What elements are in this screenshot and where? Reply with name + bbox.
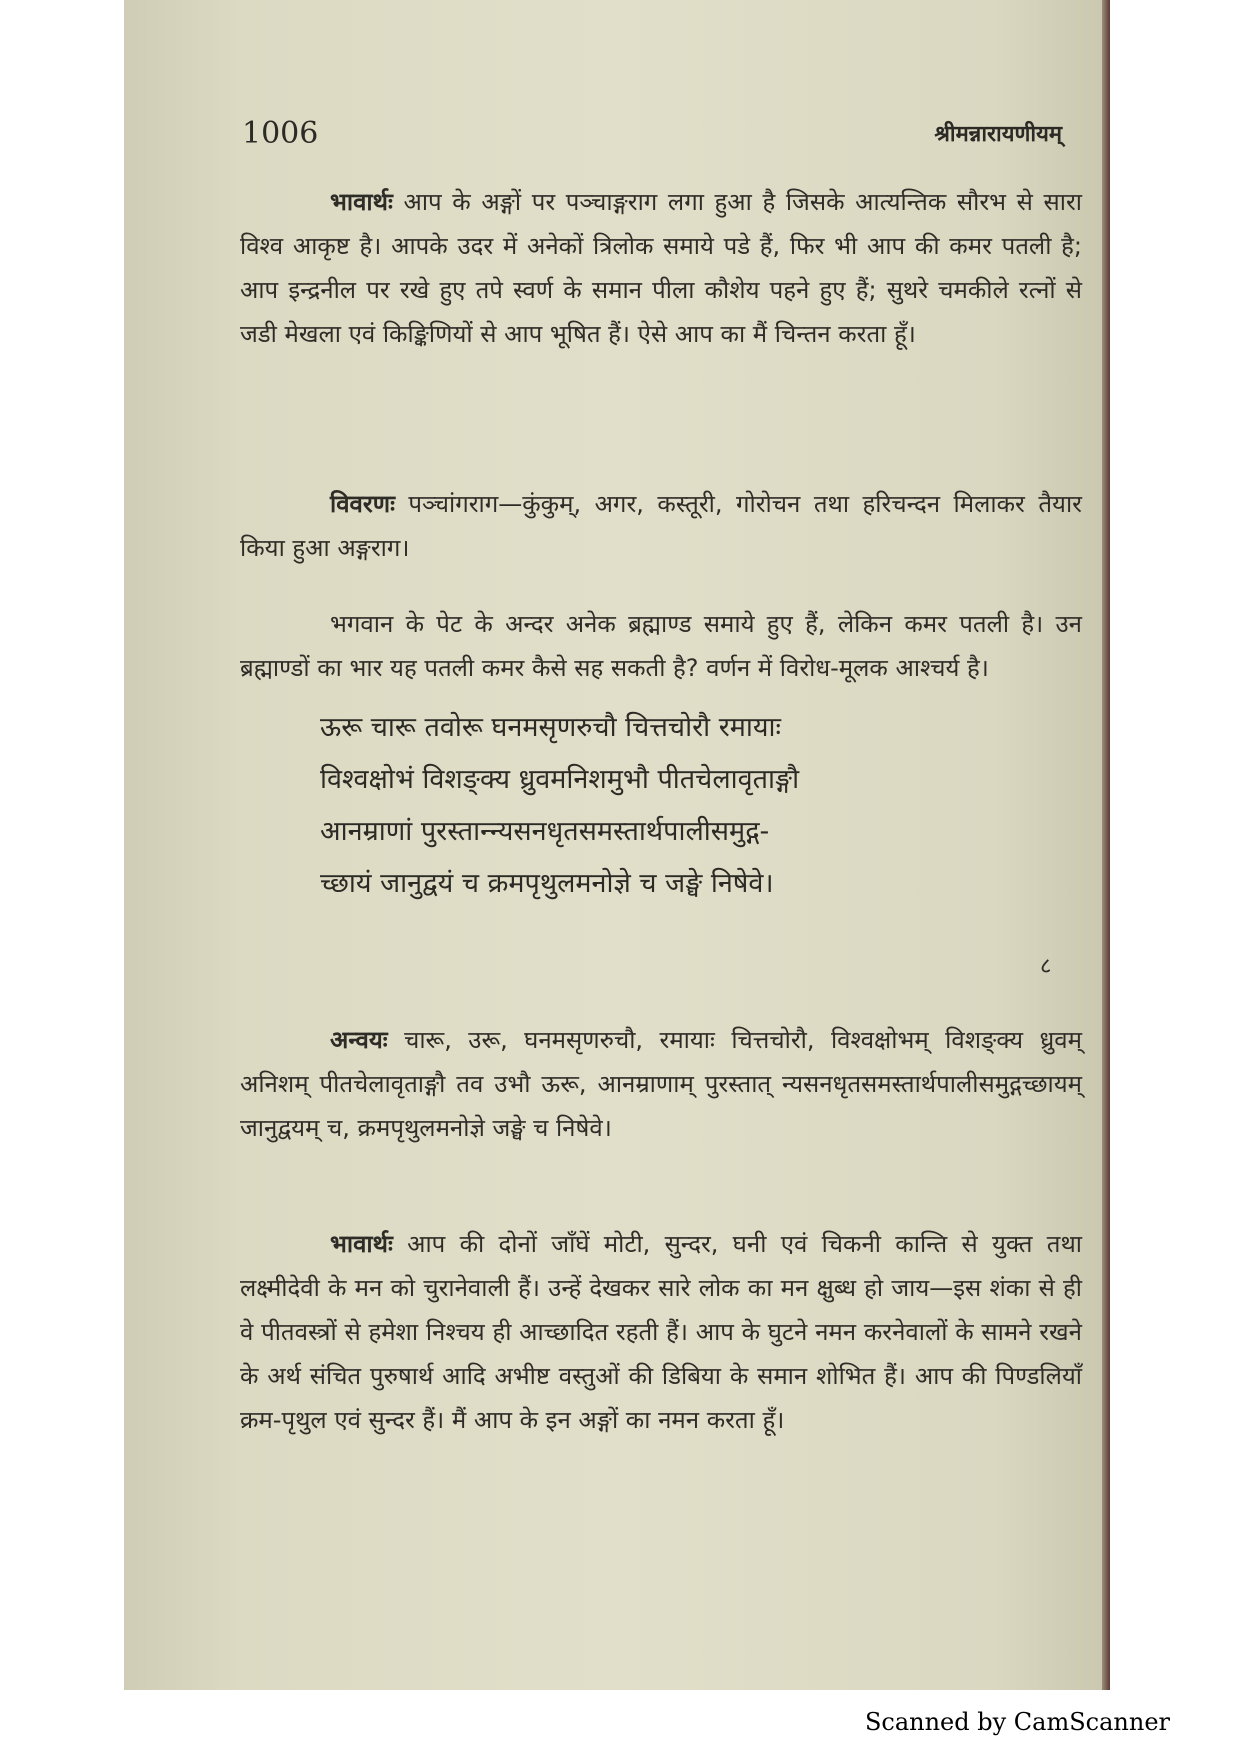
- paragraph-label: अन्वयः: [330, 1026, 388, 1054]
- paragraph-text: पञ्चांगराग—कुंकुम्, अगर, कस्तूरी, गोरोचन तथा हरिचन्दन मिलाकर तैयार किया हुआ अङ्गराग।: [240, 490, 1082, 562]
- camscanner-watermark: Scanned by CamScanner: [864, 1708, 1170, 1736]
- paragraph-text: आप के अङ्गों पर पञ्चाङ्गराग लगा हुआ है जिसके आत्यन्तिक सौरभ से सारा विश्व आकृष्ट है। आपके उदर में अनेकों त्रिलोक समाये पडे हैं, फिर भी आप की कमर पतली है; आप इन्द्रनील पर रखे हुए तपे स्वर्ण के समान पीला कौशेय पहने हुए हैं; सुथरे चमकीले रत्नों से जडी मेखला एवं किङ्किणियों से आप भूषित हैं। ऐसे आप का मैं चिन्तन करता हूँ।: [240, 188, 1082, 348]
- page-number: 1006: [242, 116, 319, 151]
- running-title: श्रीमन्नारायणीयम्: [934, 122, 1062, 147]
- verse-line: आनम्राणां पुरस्तान्न्यसनधृतसमस्तार्थपालीसमुद्ग-: [320, 816, 770, 847]
- bhavartha-paragraph-2: [240, 1222, 1082, 1442]
- paragraph-text: आप की दोनों जाँघें मोटी, सुन्दर, घनी एवं चिकनी कान्ति से युक्त तथा लक्ष्मीदेवी के मन को चुरानेवाली हैं। उन्हें देखकर सारे लोक का मन क्षुब्ध हो जाय—इस शंका से ही वे पीतवस्त्रों से हमेशा निश्चय ही आच्छादित रहती हैं। आप के घुटने नमन करनेवालों के सामने रखने के अर्थ संचित पुरुषार्थ आदि अभीष्ट वस्तुओं की डिबिया के समान शोभित हैं। आप की पिण्डलियाँ क्रम-पृथुल एवं सुन्दर हैं। मैं आप के इन अङ्गों का नमन करता हूँ।: [240, 1230, 1082, 1434]
- verse-line: विश्वक्षोभं विशङ्क्य ध्रुवमनिशमुभौ पीतचेलावृताङ्गौ: [320, 764, 800, 795]
- anvaya-paragraph: [240, 1018, 1082, 1150]
- verse-line: च्छायं जानुद्वयं च क्रमपृथुलमनोज्ञे च जङ्घे निषेवे।: [320, 868, 774, 899]
- verse-number: ८: [1040, 954, 1052, 979]
- paragraph-text: भगवान के पेट के अन्दर अनेक ब्रह्माण्ड समाये हुए हैं, लेकिन कमर पतली है। उन ब्रह्माण्डों का भार यह पतली कमर कैसे सह सकती है? वर्णन में विरोध-मूलक आश्चर्य है।: [240, 610, 1082, 682]
- verse-line: ऊरू चारू तवोरू घनमसृणरुचौ चित्तचोरौ रमायाः: [320, 712, 781, 743]
- paragraph-label: विवरणः: [330, 490, 395, 518]
- bhavartha-paragraph-1: [240, 180, 1082, 356]
- vivarana-paragraph: [240, 482, 1082, 570]
- paragraph-label: भावार्थः: [330, 1230, 393, 1258]
- paragraph-label: भावार्थः: [330, 188, 393, 216]
- scanned-page: [124, 0, 1110, 1690]
- explanation-paragraph: [240, 602, 1082, 690]
- paragraph-text: चारू, उरू, घनमसृणरुचौ, रमायाः चित्तचोरौ, विश्वक्षोभम् विशङ्क्य ध्रुवम् अनिशम् पीतचेलावृताङ्गौ तव उभौ ऊरू, आनम्राणाम् पुरस्तात् न्यसनधृतसमस्तार्थपालीसमुद्गच्छायम् जानुद्वयम् च, क्रमपृथुलमनोज्ञे जङ्घे च निषेवे।: [240, 1026, 1082, 1142]
- sanskrit-verse: [320, 702, 1100, 910]
